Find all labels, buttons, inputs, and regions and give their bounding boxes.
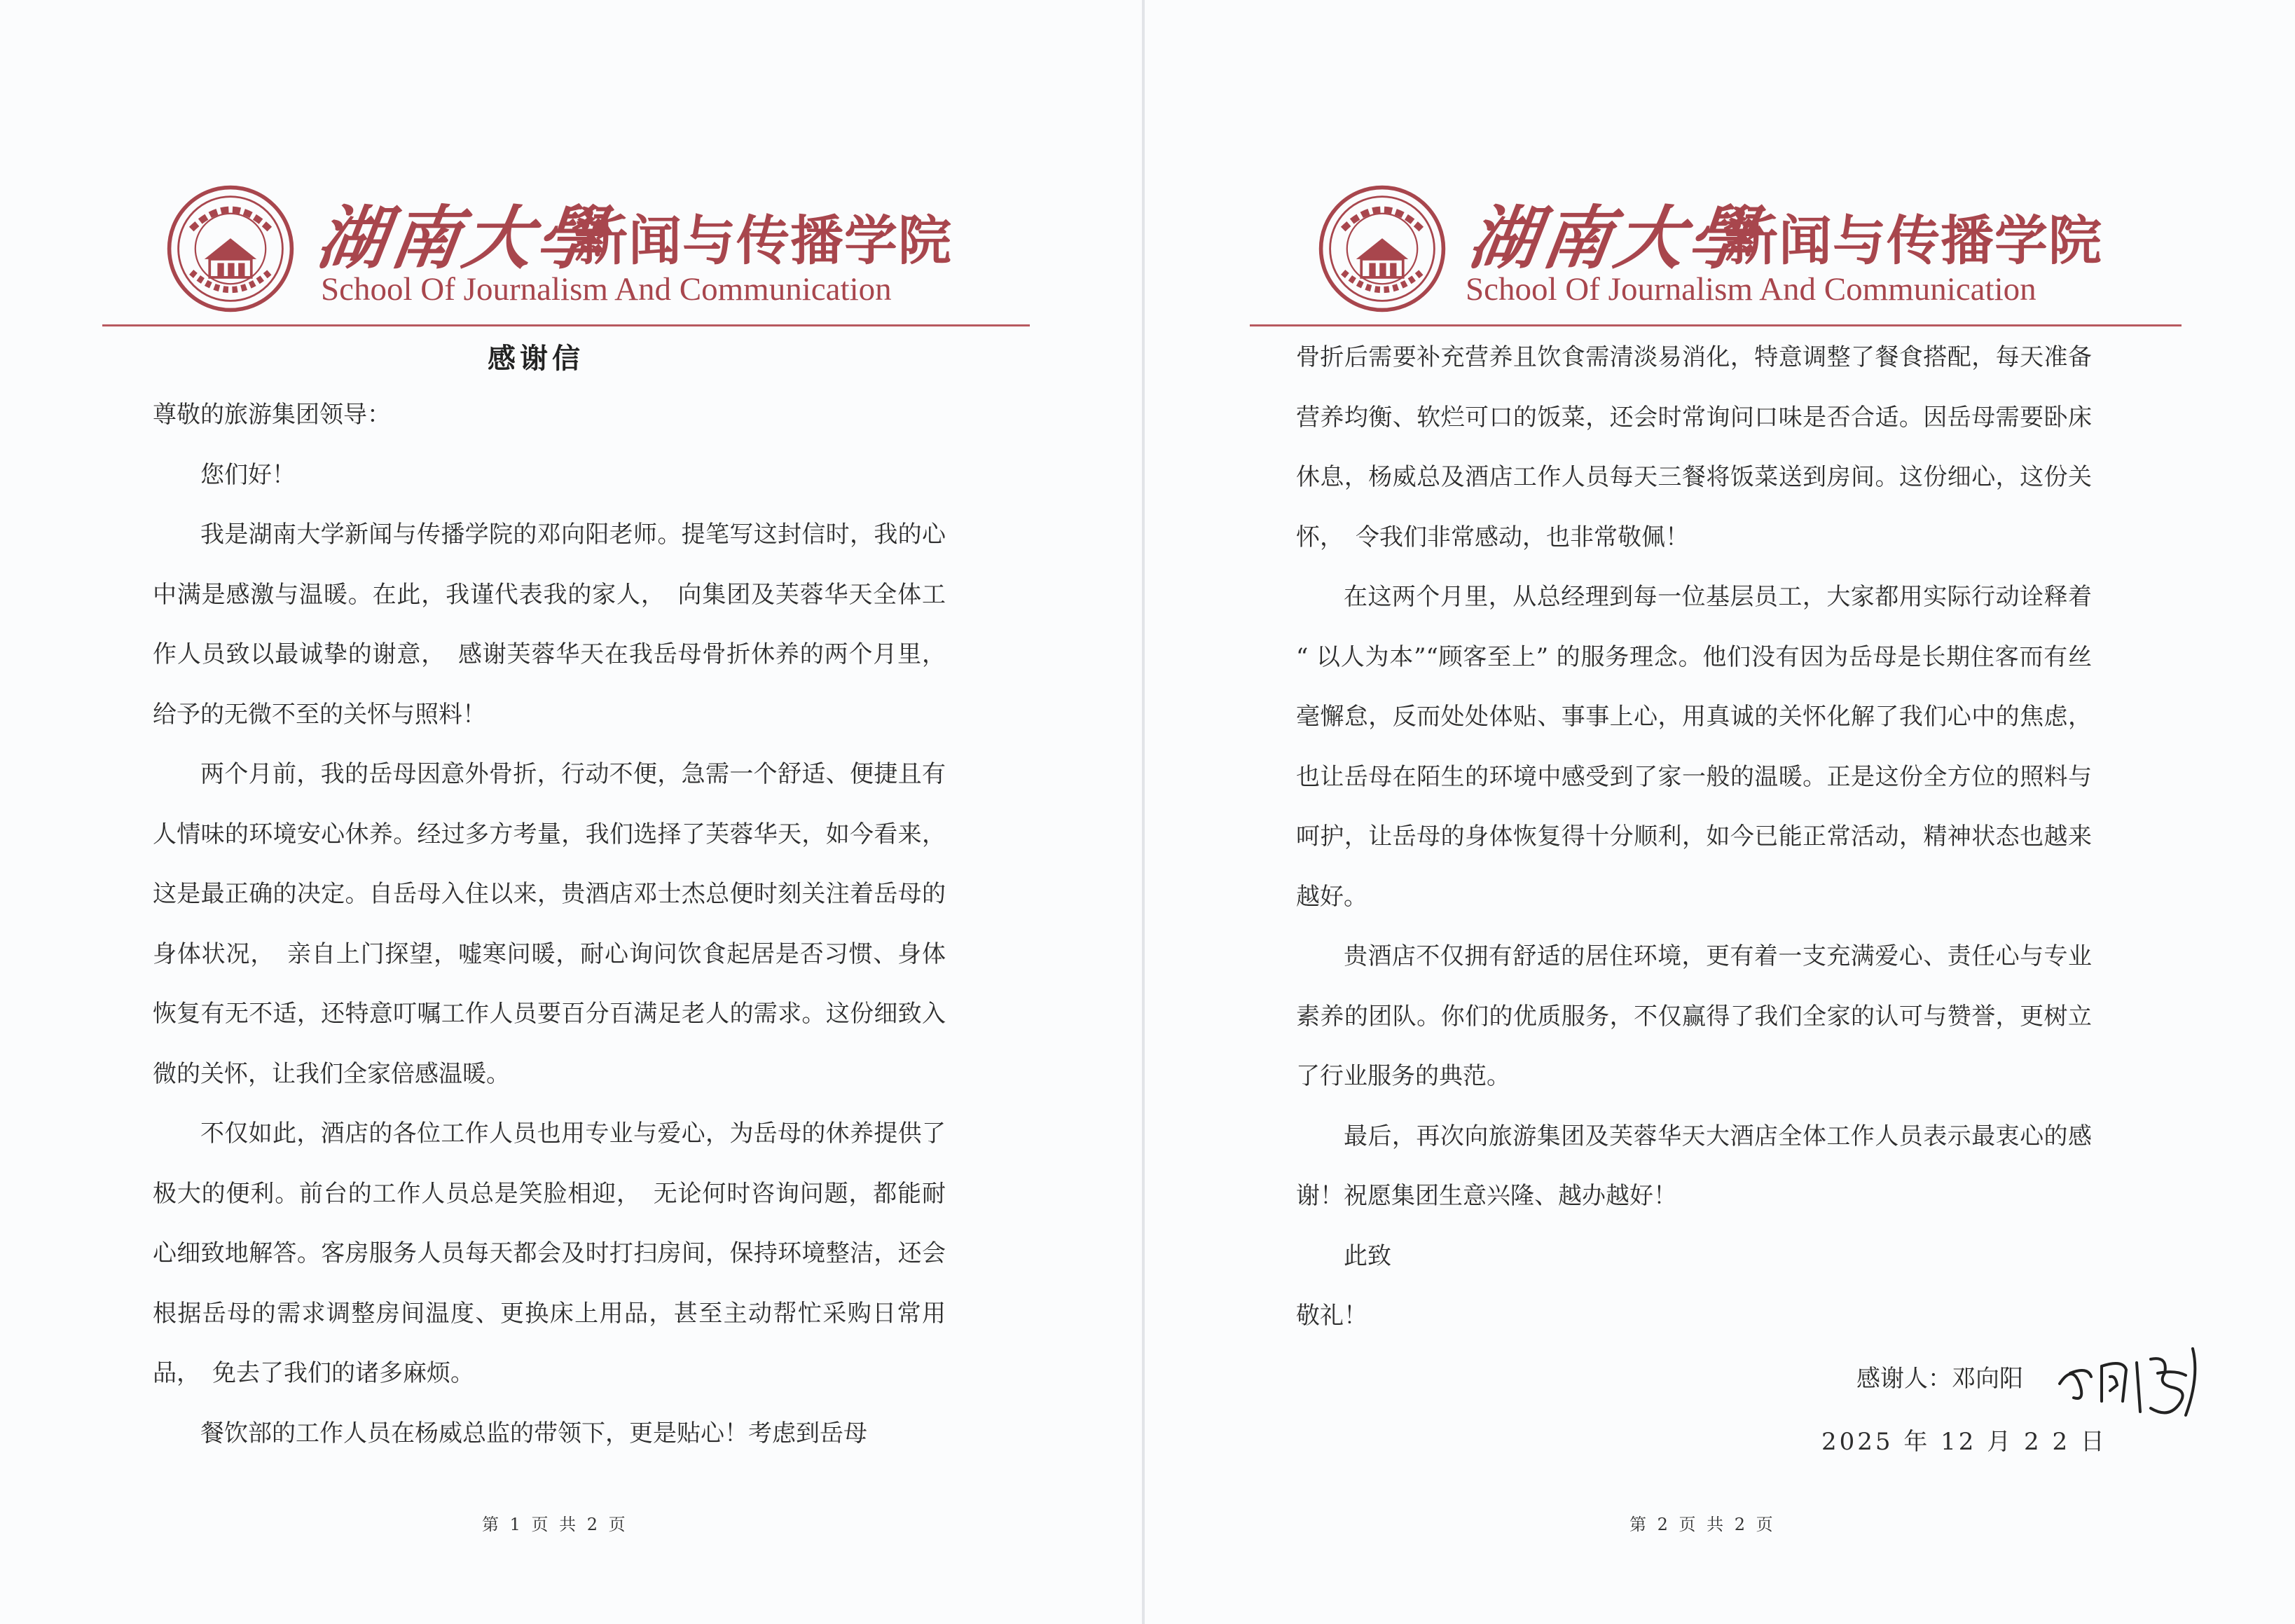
- greeting: 您们好！: [200, 460, 296, 489]
- university-seal-icon: [1317, 184, 1447, 314]
- letter-body-page-1: [153, 385, 946, 1464]
- university-name-cn: 湖南大學: [1463, 198, 1767, 279]
- letterhead-rule: [1250, 324, 2182, 326]
- letter-date: 2025 年 12 月 2 2 日: [1821, 1428, 2107, 1456]
- university-name-cn: 湖南大學: [312, 198, 615, 279]
- closing-line: 此致: [1344, 1241, 1391, 1270]
- letter-title: 感谢信: [488, 342, 584, 375]
- paragraph: 我是湖南大学新闻与传播学院的邓向阳老师。提笔写这封信时，我的心中满是感激与温暖。在此，我谨代表我的家人， 向集团及芙蓉华天全体工作人员致以最诚挚的谢意， 感谢芙蓉华天在我岳母骨折休养的两个月里，给予的无微不至的关怀与照料！: [153, 521, 946, 729]
- letterhead: [1145, 0, 2295, 336]
- letterhead-rule: [102, 324, 1030, 326]
- school-name-cn: 新闻与传播学院: [574, 209, 952, 272]
- letter-page-1: [0, 0, 1142, 1624]
- handwritten-signature: [2053, 1335, 2221, 1426]
- school-name-en: School Of Journalism And Communication: [1466, 271, 2036, 308]
- signer-line: 感谢人：邓向阳: [1856, 1365, 2023, 1393]
- page-footer: 第 1 页 共 2 页: [482, 1515, 628, 1534]
- paragraph: 骨折后需要补充营养且饮食需清淡易消化，特意调整了餐食搭配，每天准备营养均衡、软烂可口的饭菜，还会时常询问口味是否合适。因岳母需要卧床休息，杨威总及酒店工作人员每天三餐将饭菜送到房间。这份细心，这份关怀， 令我们非常感动，也非常敬佩！: [1296, 343, 2092, 551]
- paragraph: 两个月前，我的岳母因意外骨折，行动不便，急需一个舒适、便捷且有人情味的环境安心休养。经过多方考量，我们选择了芙蓉华天，如今看来，这是最正确的决定。自岳母入住以来，贵酒店邓士杰总便时刻关注着岳母的身体状况， 亲自上门探望，嘘寒问暖，耐心询问饮食起居是否习惯、身体恢复有无不适，还特意叮嘱工作人员要百分百满足老人的需求。这份细致入微的关怀，让我们全家倍感温暖。: [153, 760, 946, 1088]
- university-seal-icon: [165, 184, 296, 314]
- closing-salute: 敬礼！: [1296, 1302, 1367, 1330]
- paragraph: 不仅如此，酒店的各位工作人员也用专业与爱心，为岳母的休养提供了极大的便利。前台的工作人员总是笑脸相迎， 无论何时咨询问题，都能耐心细致地解答。客房服务人员每天都会及时打扫房间，保持环境整洁，还会根据岳母的需求调整房间温度、更换床上用品，甚至主动帮忙采购日常用品， 免去了我们的诸多麻烦。: [153, 1120, 946, 1387]
- paragraph: 贵酒店不仅拥有舒适的居住环境，更有着一支充满爱心、责任心与专业素养的团队。你们的优质服务，不仅赢得了我们全家的认可与赞誉，更树立了行业服务的典范。: [1296, 942, 2092, 1090]
- paragraph: 餐饮部的工作人员在杨威总监的带领下，更是贴心！考虑到岳母: [200, 1419, 867, 1447]
- paragraph: 最后，再次向旅游集团及芙蓉华天大酒店全体工作人员表示最衷心的感谢！祝愿集团生意兴隆、越办越好！: [1296, 1122, 2092, 1210]
- letter-body-page-2: [1296, 328, 2092, 1347]
- letterhead: [0, 0, 1142, 336]
- school-name-en: School Of Journalism And Communication: [321, 271, 892, 308]
- school-name-cn: 新闻与传播学院: [1725, 209, 2102, 272]
- paragraph: 在这两个月里，从总经理到每一位基层员工，大家都用实际行动诠释着 “ 以人为本”“顾客至上” 的服务理念。他们没有因为岳母是长期住客而有丝毫懈怠，反而处处体贴、事事上心，用真诚的关怀化解了我们心中的焦虑，也让岳母在陌生的环境中感受到了家一般的温暖。正是这份全方位的照料与呵护，让岳母的身体恢复得十分顺利，如今已能正常活动，精神状态也越来越好。: [1296, 583, 2092, 911]
- salutation: 尊敬的旅游集团领导：: [153, 401, 391, 429]
- page-footer: 第 2 页 共 2 页: [1629, 1515, 1776, 1534]
